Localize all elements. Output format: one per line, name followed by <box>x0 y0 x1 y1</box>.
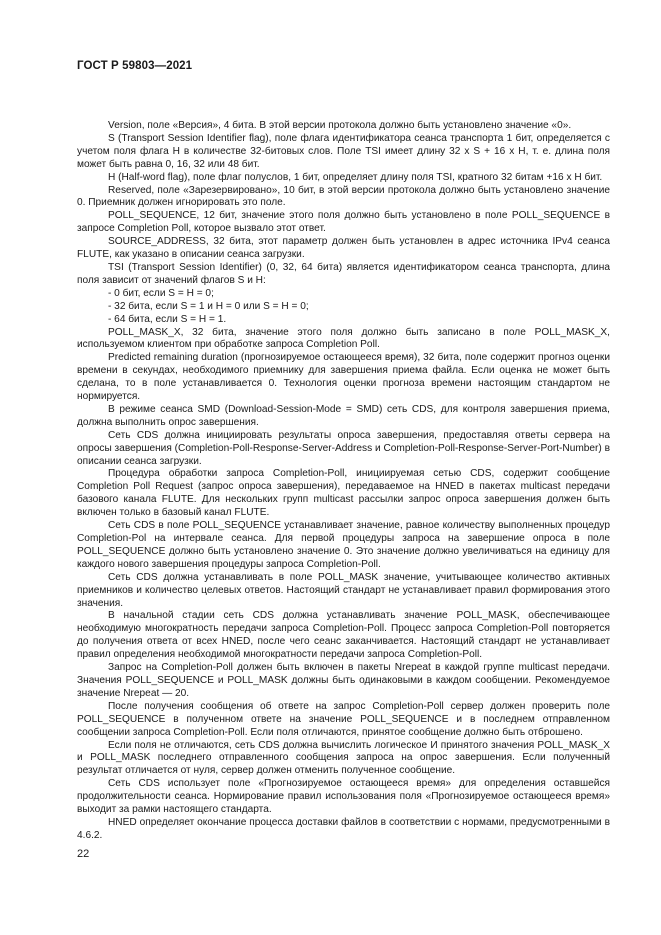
paragraph-cds-poll-sequence: Сеть CDS в поле POLL_SEQUENCE устанавливает значение, равное количеству выполненных процедур Completion-Pol на интервале сеанса. Для первой процедуры запроса на завершение опроса в поле POLL_SEQUENCE должно быть установлено значение 0. Это значение должно увеличиваться на единицу для каждого нового завершения процедуры запроса Completion-Poll. <box>77 520 610 570</box>
paragraph-source-address: SOURCE_ADDRESS, 32 бита, этот параметр должен быть установлен в адрес источника IPv4 сеанса FLUTE, как указано в описании сеанса загрузки. <box>77 236 610 261</box>
paragraph-s-flag: S (Transport Session Identifier flag), поле флага идентификатора сеанса транспорта 1 бит, определяется с учетом поля флага H в количестве 32-битовых слов. Поле TSI имеет длину 32 x S + 16 x H, т. е. длина поля может быть равна 0, 16, 32 или 48 бит. <box>77 132 610 170</box>
list-item: - 0 бит, если S = H = 0; <box>108 287 214 299</box>
paragraph-initial-stage: В начальной стадии сеть CDS должна устанавливать значение POLL_MASK, обеспечивающее необходимую многократность передачи запроса Completion-Poll. Процесс запроса Completion-Poll повторяется до получения ответа от всех HNED, после чего сеанс заканчивается. Настоящий стандарт не устанавливает правил определения необходимой многократности передачи запроса Completion-Poll. <box>77 610 610 661</box>
paragraph-tsi: TSI (Transport Session Identifier) (0, 32, 64 бита) является идентификатором сеанса транспорта, длина поля зависит от значений флагов S и H: <box>77 261 610 286</box>
document-header: ГОСТ Р 59803—2021 <box>77 60 193 72</box>
paragraph-nrepeat: Запрос на Completion-Poll должен быть включен в пакеты Nrepeat в каждой группе multicast передачи. Значения POLL_SEQUENCE и POLL_MASK должны быть одинаковыми в каждом сообщении. Рекомендуемое значение Nrepeat — 20. <box>77 662 610 699</box>
paragraph-poll-sequence: POLL_SEQUENCE, 12 бит, значение этого поля должно быть установлено в поле POLL_SEQUENCE в запросе Completion Poll, которое вызвало этот ответ. <box>77 210 610 235</box>
paragraph-predicted-duration: Predicted remaining duration (прогнозируемое остающееся время), 32 бита, поле содержит прогноз оценки времени в секундах, необходимого приемнику для завершения приема файла. Если оценка не может быть сделана, то в поле устанавливается 0. Технология оценки прогноза времени настоящим стандартом не нормируется. <box>77 352 610 403</box>
paragraph-cds-poll-mask: Сеть CDS должна устанавливать в поле POLL_MASK значение, учитывающее количество активных приемников и количество целевых ответов. Настоящий стандарт не устанавливает правил формирования этого значения. <box>77 571 610 609</box>
document-body <box>77 120 610 843</box>
paragraph-logical-and: Если поля не отличаются, сеть CDS должна вычислить логическое И принятого значения POLL_MASK_X и POLL_MASK последнего отправленного сообщения запроса на опрос завершения. Если полученный результат отличается от нуля, сервер должен отменить полученное сообщение. <box>77 739 610 777</box>
paragraph-remaining-time: Сеть CDS использует поле «Прогнозируемое остающееся время» для определения оставшейся продолжительности сеанса. Нормирование правил использования поля «Прогнозируемое остающееся время» выходит за рамки настоящего стандарта. <box>77 778 610 816</box>
list-item: - 32 бита, если S = 1 и H = 0 или S = H = 0; <box>108 300 309 312</box>
paragraph-version: Version, поле «Версия», 4 бита. В этой версии протокола должно быть установлено значение «0». <box>108 120 572 131</box>
page-number: 22 <box>77 848 90 860</box>
paragraph-hned: HNED определяет окончание процесса доставки файлов в соответствии с нормами, предусмотренными в 4.6.2. <box>77 816 610 841</box>
paragraph-response-check: После получения сообщения об ответе на запрос Completion-Poll сервер должен проверить поле POLL_SEQUENCE в полученном ответе на значение POLL_SEQUENCE и в последнем отправленном сообщении запроса Completion-Poll. Если поля отличаются, принятое сообщение должно быть отброшено. <box>77 700 610 738</box>
paragraph-cds-initiate: Сеть CDS должна инициировать результаты опроса завершения, предоставляя ответы сервера на опросы завершения (Completion-Poll-Response-Server-Address и Completion-Poll-Response-Server-Port-Number) в описании сеанса загрузки. <box>77 429 610 467</box>
list-item: - 64 бита, если S = H = 1. <box>108 313 227 325</box>
paragraph-h-flag: H (Half-word flag), поле флаг полуслов, 1 бит, определяет длину поля TSI, кратного 32 битам +16 x H бит. <box>108 171 603 183</box>
paragraph-procedure: Процедура обработки запроса Completion-Poll, инициируемая сетью CDS, содержит сообщение Completion Poll Request (запрос опроса завершения), передаваемое на HNED в пакетах multicast передачи базового канала FLUTE. Для нескольких групп multicast рассылки запрос опроса завершения должен быть включен только в базовый канал FLUTE. <box>77 468 610 519</box>
paragraph-smd-mode: В режиме сеанса SMD (Download-Session-Mode = SMD) сеть CDS, для контроля завершения приема, должна выполнить опрос завершения. <box>77 403 610 428</box>
paragraph-reserved: Reserved, поле «Зарезервировано», 10 бит, в этой версии протокола должно быть установлено значение 0. Приемник должен игнорировать это поле. <box>77 184 610 209</box>
paragraph-poll-mask-x: POLL_MASK_X, 32 бита, значение этого поля должно быть записано в поле POLL_MASK_X, используемом клиентом при обработке запроса Completion Poll. <box>77 326 610 351</box>
